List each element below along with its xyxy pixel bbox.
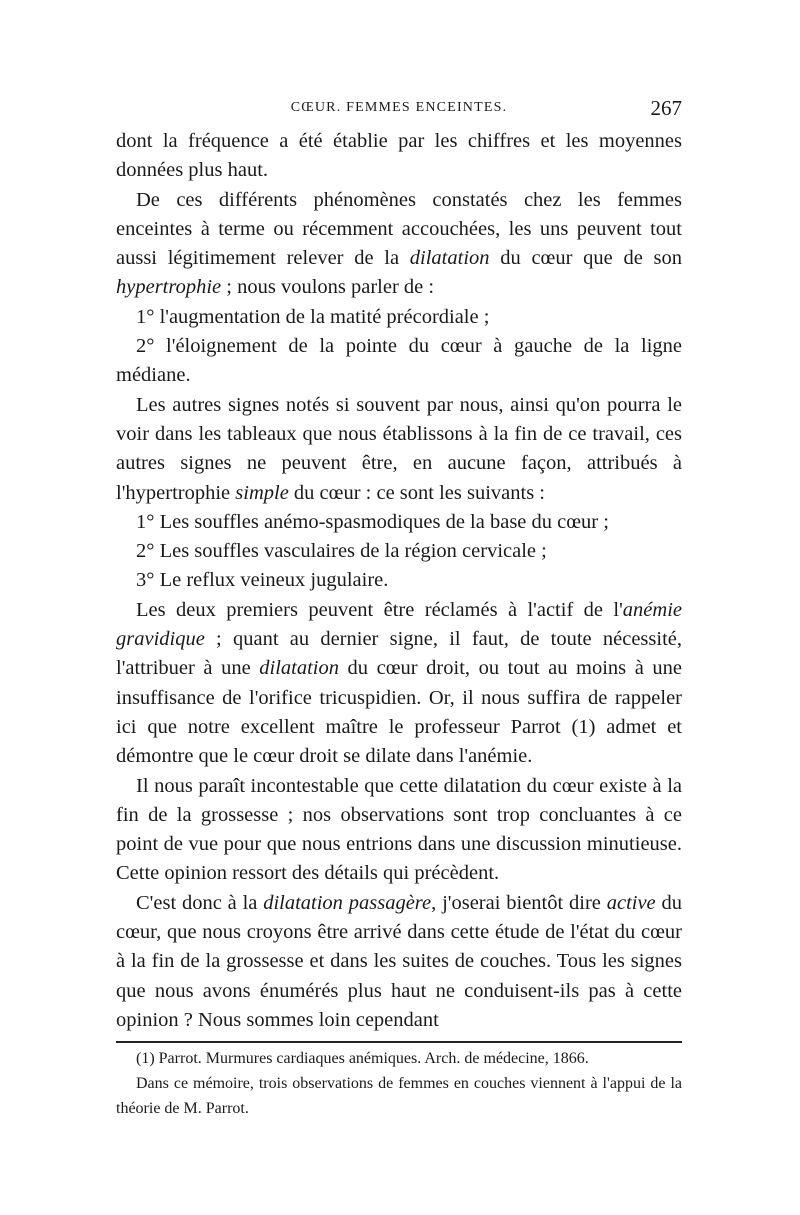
italic-term: dilatation [409, 247, 490, 270]
list-item-souffles-vasculaires: 2° Les souffles vasculaires de la région cervicale ; [136, 540, 547, 563]
text-segment: C'est donc à la [136, 891, 264, 914]
paragraph-continuation: dont la fréquence a été établie par les chiffres et les moyennes données plus haut. [116, 130, 682, 182]
paragraph-phenomenes [116, 186, 682, 303]
text-segment: Les deux premiers peuvent être réclamés à l'actif de l' [136, 598, 623, 621]
footnote-1-continuation: Dans ce mémoire, trois observations de femmes en couches viennent à l'appui de la théorie de M. Parrot. [116, 1075, 682, 1117]
body-text [116, 127, 682, 1035]
footnotes [116, 1046, 682, 1121]
list-item-reflux: 3° Le reflux veineux jugulaire. [136, 569, 389, 592]
running-title: CŒUR. FEMMES ENCEINTES. [290, 100, 508, 115]
page-number: 267 [650, 96, 682, 120]
text-segment: Les autres signes notés si souvent par nous, ainsi qu'on pourra le voir dans les tableaux que nous établissons à la fin de ce travail, ces autres signes ne peuvent être, en aucune façon, attribués à l'hypertrophie [116, 393, 682, 504]
italic-term: anémie gravidique [116, 598, 682, 651]
italic-term: simple [235, 481, 289, 504]
paragraph-autres-signes [116, 391, 682, 508]
list-item-pointe: 2° l'éloignement de la pointe du cœur à gauche de la ligne médiane. [116, 335, 682, 387]
list-item-matite: 1° l'augmentation de la matité précordiale ; [136, 305, 490, 328]
paragraph-incontestable: Il nous paraît incontestable que cette dilatation du cœur existe à la fin de la grossesse ; nos observations sont trop concluantes à ce point de vue pour que nous entrions dans une discussion minutieuse. Cette opinion ressort des détails qui précèdent. [116, 774, 682, 885]
text-segment: ; nous voulons parler de : [221, 276, 435, 299]
italic-term: dilatation passagère [263, 891, 432, 914]
footnote-rule [116, 1041, 682, 1043]
text-segment: du cœur que de son [489, 247, 682, 270]
text-segment: du cœur : ce sont les suivants : [288, 481, 546, 504]
list-item-souffles-base: 1° Les souffles anémo-spasmodiques de la base du cœur ; [136, 510, 609, 533]
text-segment: du cœur, que nous croyons être arrivé dans cette étude de l'état du cœur à la fin de la grossesse et dans les suites de couches. Tous les signes que nous avons énumérés plus haut ne conduisent-ils pas à cette opinion ? Nous sommes loin cependant [116, 891, 682, 1031]
footnote-1: (1) Parrot. Murmures cardiaques anémiques. Arch. de médecine, 1866. [136, 1050, 589, 1067]
text-segment: du cœur droit, ou tout au moins à une insuffisance de l'orifice tricuspidien. Or, il nous suffira de rappeler ici que notre excellent maître le professeur Parrot (1) admet et démontre que le cœur droit se dilate dans l'anémie. [116, 657, 682, 768]
paragraph-dilatation-passagere [116, 889, 682, 1035]
text-segment: ; quant au dernier signe, il faut, de toute nécessité, l'attribuer à une [116, 628, 682, 680]
text-segment: De ces différents phénomènes constatés chez les femmes enceintes à terme ou récemment accouchées, les uns peuvent tout aussi légitimement relever de la [116, 188, 682, 270]
running-header [116, 96, 682, 126]
italic-term: active [606, 891, 656, 914]
italic-term: dilatation [259, 657, 339, 680]
text-segment: , j'oserai bientôt dire [431, 891, 607, 914]
paragraph-deux-premiers [116, 596, 682, 772]
italic-term: hypertrophie [116, 276, 222, 299]
